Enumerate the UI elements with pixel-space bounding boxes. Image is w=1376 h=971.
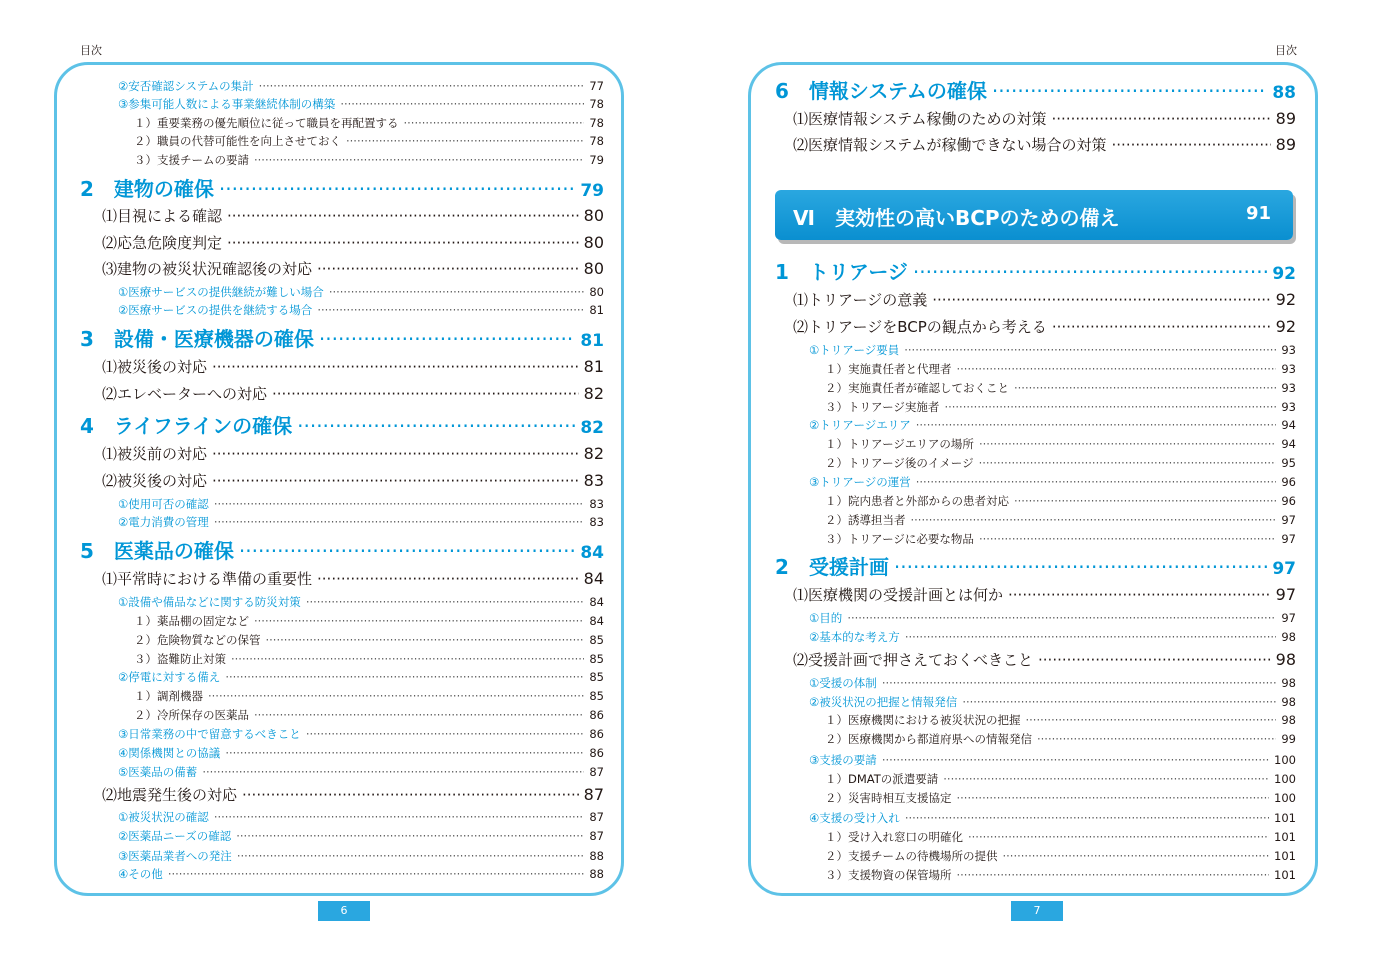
toc-entry-page: 78 (589, 133, 604, 148)
toc-entry-page: 81 (580, 331, 604, 351)
toc-entry-page: 86 (589, 726, 604, 741)
toc-entry-page: 100 (1274, 790, 1296, 805)
toc-entry[interactable] (793, 134, 1296, 154)
toc-leader-dots (239, 539, 575, 563)
toc-leader-dots (208, 689, 584, 703)
toc-leader-dots (317, 303, 584, 317)
toc-entry-title: ④関係機関との協議 (118, 745, 221, 760)
toc-entry[interactable] (809, 810, 1296, 825)
toc-entry-title: ①受援の体制 (809, 675, 877, 690)
toc-entry[interactable] (825, 771, 1296, 786)
toc-entry[interactable] (102, 258, 604, 278)
toc-entry[interactable] (825, 790, 1296, 805)
toc-entry-page: 101 (1274, 867, 1296, 882)
page-number-left: 6 (318, 901, 370, 921)
toc-entry-page: 77 (589, 78, 604, 93)
toc-entry-title: ⑴医療情報システム稼働のための対策 (793, 110, 1047, 128)
toc-entry[interactable] (825, 848, 1296, 863)
toc-entry-page: 86 (589, 707, 604, 722)
toc-entry[interactable] (118, 809, 604, 824)
toc-leader-dots (944, 400, 1276, 414)
toc-entry-title: 3 設備・医療機器の確保 (80, 327, 314, 351)
toc-entry-page: 96 (1281, 493, 1296, 508)
toc-entry[interactable] (134, 651, 604, 666)
toc-entry-page: 97 (1281, 610, 1296, 625)
toc-entry-title: ②被災状況の把握と情報発信 (809, 694, 958, 709)
toc-leader-dots (212, 358, 579, 376)
toc-entry-title: ⑵トリアージをBCPの観点から考える (793, 318, 1047, 336)
toc-entry[interactable] (775, 75, 1296, 101)
toc-entry-page: 93 (1281, 380, 1296, 395)
toc-entry[interactable] (134, 613, 604, 628)
page-number-right: 7 (1011, 901, 1063, 921)
toc-entry-page: 84 (589, 613, 604, 628)
toc-entry-title: １）DMATの派遣要請 (825, 771, 939, 786)
toc-entry-title: ③日常業務の中で留意するべきこと (118, 726, 301, 741)
toc-leader-dots (214, 810, 585, 824)
toc-entry-page: 79 (580, 181, 604, 201)
toc-leader-dots (1037, 732, 1276, 746)
toc-entry[interactable] (809, 675, 1296, 690)
toc-leader-dots (297, 414, 575, 438)
toc-leader-dots (943, 772, 1269, 786)
toc-leader-dots (306, 727, 585, 741)
chapter-title: Ⅵ 実効性の高いBCPのための備え (793, 206, 1120, 230)
toc-entry[interactable] (134, 707, 604, 722)
toc-entry-page: 97 (1272, 559, 1296, 579)
toc-entry[interactable] (825, 455, 1296, 470)
toc-leader-dots (254, 153, 584, 167)
toc-entry-title: ④支援の受け入れ (809, 810, 900, 825)
toc-entry-page: 99 (1281, 731, 1296, 746)
toc-entry-title: １）医療機関における被災状況の把握 (825, 712, 1021, 727)
toc-leader-dots (979, 437, 1276, 451)
toc-entry[interactable] (775, 551, 1296, 577)
toc-entry-page: 97 (1281, 531, 1296, 546)
toc-entry-title: ⑵医療情報システムが稼働できない場合の対策 (793, 136, 1107, 154)
toc-entry-title: ⑴医療機関の受援計画とは何か (793, 586, 1004, 604)
toc-leader-dots (266, 633, 585, 647)
toc-entry-page: 93 (1281, 342, 1296, 357)
toc-entry[interactable] (102, 232, 604, 252)
toc-entry[interactable] (825, 731, 1296, 746)
toc-entry[interactable] (118, 514, 604, 529)
toc-entry[interactable] (793, 289, 1296, 309)
toc-entry-page: 84 (580, 543, 604, 563)
toc-entry[interactable] (80, 173, 604, 199)
toc-entry[interactable] (118, 496, 604, 511)
toc-entry-title: １）重要業務の優先順位に従って職員を再配置する (134, 115, 399, 130)
toc-entry[interactable] (134, 152, 604, 167)
toc-entry[interactable] (118, 594, 604, 609)
toc-entry-title: １）受け入れ窓口の明確化 (825, 829, 963, 844)
toc-leader-dots (168, 867, 585, 881)
toc-entry-page: 87 (589, 828, 604, 843)
toc-entry-title: ２）トリアージ後のイメージ (825, 455, 974, 470)
toc-entry-title: ②トリアージエリア (809, 417, 911, 432)
toc-entry-page: 88 (1272, 83, 1296, 103)
toc-entry-title: 2 建物の確保 (80, 177, 214, 201)
toc-entry[interactable] (809, 694, 1296, 709)
toc-entry-title: ２）医療機関から都道府県への情報発信 (825, 731, 1032, 746)
toc-entry-title: ①被災状況の確認 (118, 809, 209, 824)
toc-entry[interactable] (102, 383, 604, 403)
toc-leader-dots (1052, 110, 1271, 128)
toc-entry[interactable] (793, 649, 1296, 669)
toc-entry-page: 93 (1281, 361, 1296, 376)
chapter-banner[interactable] (775, 190, 1293, 240)
toc-entry-title: ①設備や備品などに関する防災対策 (118, 594, 301, 609)
toc-entry-title: ⑴被災前の対応 (102, 445, 208, 463)
toc-entry-page: 101 (1274, 848, 1296, 863)
toc-entry-title: 1 トリアージ (775, 260, 908, 284)
toc-leader-dots (219, 177, 575, 201)
toc-entry[interactable] (102, 470, 604, 490)
toc-entry-title: ３）トリアージに必要な物品 (825, 531, 974, 546)
toc-entry[interactable] (118, 745, 604, 760)
toc-entry-title: ⑤医薬品の備蓄 (118, 764, 198, 779)
toc-entry-title: ２）災害時相互支援協定 (825, 790, 952, 805)
toc-entry-title: ①使用可否の確認 (118, 496, 209, 511)
toc-entry-title: １）調剤機器 (134, 688, 203, 703)
toc-leader-dots (202, 765, 584, 779)
toc-leader-dots (1003, 849, 1270, 863)
toc-entry[interactable] (118, 828, 604, 843)
toc-entry-page: 97 (1281, 512, 1296, 527)
toc-leader-dots (1052, 318, 1271, 336)
toc-entry[interactable] (102, 784, 604, 804)
toc-leader-dots (231, 652, 584, 666)
toc-leader-dots (1026, 713, 1277, 727)
toc-entry-page: 83 (589, 496, 604, 511)
toc-entry-title: ２）冷所保存の医薬品 (134, 707, 249, 722)
toc-entry[interactable] (775, 256, 1296, 282)
toc-leader-dots (916, 418, 1277, 432)
toc-leader-dots (1112, 136, 1271, 154)
toc-entry[interactable] (118, 284, 604, 299)
toc-leader-dots (957, 362, 1277, 376)
toc-entry-page: 80 (583, 233, 604, 252)
toc-entry[interactable] (825, 399, 1296, 414)
toc-entry-page: 85 (589, 669, 604, 684)
toc-entry-page: 88 (589, 848, 604, 863)
toc-entry[interactable] (134, 133, 604, 148)
toc-entry[interactable] (118, 78, 604, 93)
toc-entry-title: ３）支援チームの要請 (134, 152, 249, 167)
toc-leader-dots (319, 327, 575, 351)
toc-entry-page: 84 (583, 569, 604, 588)
toc-leader-dots (237, 849, 585, 863)
toc-leader-dots (911, 513, 1277, 527)
toc-entry-title: ⑶建物の被災状況確認後の対応 (102, 260, 313, 278)
toc-entry-title: ⑵応急危険度判定 (102, 234, 223, 252)
toc-entry-page: 84 (589, 594, 604, 609)
toc-leader-dots (905, 630, 1277, 644)
toc-leader-dots (894, 555, 1267, 579)
toc-entry[interactable] (102, 443, 604, 463)
toc-entry-title: ③医薬品業者への発注 (118, 848, 232, 863)
toc-leader-dots (404, 116, 585, 130)
toc-leader-dots (882, 753, 1269, 767)
toc-entry-page: 92 (1275, 317, 1296, 336)
toc-entry-page: 95 (1281, 455, 1296, 470)
toc-entry[interactable] (118, 764, 604, 779)
toc-entry[interactable] (118, 96, 604, 111)
toc-entry-title: ⑵受援計画で押さえておくべきこと (793, 651, 1034, 669)
toc-entry[interactable] (134, 632, 604, 647)
toc-entry-title: ⑴被災後の対応 (102, 358, 208, 376)
running-header-right: 目次 (1275, 44, 1297, 57)
toc-entry[interactable] (809, 474, 1296, 489)
toc-leader-dots (242, 786, 579, 804)
toc-entry-page: 80 (583, 259, 604, 278)
toc-entry-page: 87 (589, 809, 604, 824)
toc-entry[interactable] (80, 410, 604, 436)
toc-leader-dots (340, 97, 584, 111)
toc-entry-page: 80 (583, 206, 604, 225)
toc-entry-page: 82 (583, 384, 604, 403)
toc-leader-dots (227, 234, 579, 252)
toc-entry-title: ②医薬品ニーズの確認 (118, 828, 232, 843)
toc-entry-title: ①目的 (809, 610, 843, 625)
toc-entry-title: １）実施責任者と代理者 (825, 361, 952, 376)
toc-entry[interactable] (793, 108, 1296, 128)
toc-leader-dots (968, 830, 1269, 844)
toc-entry-title: １）トリアージエリアの場所 (825, 436, 974, 451)
toc-entry-page: 81 (583, 357, 604, 376)
toc-entry-page: 101 (1274, 810, 1296, 825)
toc-entry-title: ⑵エレベーターへの対応 (102, 385, 268, 403)
toc-entry-page: 100 (1274, 752, 1296, 767)
toc-entry-page: 101 (1274, 829, 1296, 844)
toc-entry-title: ３）トリアージ実施者 (825, 399, 940, 414)
toc-leader-dots (214, 515, 585, 529)
toc-leader-dots (905, 811, 1269, 825)
toc-entry-title: ２）職員の代替可能性を向上させておく (134, 133, 341, 148)
toc-leader-dots (212, 472, 579, 490)
toc-entry-title: ⑴目視による確認 (102, 207, 223, 225)
toc-entry[interactable] (118, 848, 604, 863)
toc-leader-dots (847, 611, 1276, 625)
toc-entry[interactable] (118, 302, 604, 317)
toc-entry-title: ３）盗難防止対策 (134, 651, 226, 666)
toc-entry[interactable] (118, 669, 604, 684)
toc-entry[interactable] (80, 535, 604, 561)
toc-entry[interactable] (809, 417, 1296, 432)
toc-entry[interactable] (825, 512, 1296, 527)
toc-entry[interactable] (793, 316, 1296, 336)
toc-leader-dots (329, 285, 585, 299)
toc-entry-title: 6 情報システムの確保 (775, 79, 987, 103)
toc-entry-page: 85 (589, 688, 604, 703)
toc-leader-dots (913, 260, 1267, 284)
toc-entry-page: 85 (589, 632, 604, 647)
toc-entry-page: 79 (589, 152, 604, 167)
toc-entry-title: ⑵被災後の対応 (102, 472, 208, 490)
toc-entry[interactable] (118, 726, 604, 741)
toc-leader-dots (254, 614, 584, 628)
toc-entry[interactable] (793, 584, 1296, 604)
toc-leader-dots (957, 868, 1270, 882)
toc-entry-page: 98 (1281, 694, 1296, 709)
toc-entry-title: ②基本的な考え方 (809, 629, 900, 644)
toc-entry-page: 86 (589, 745, 604, 760)
toc-leader-dots (979, 456, 1277, 470)
toc-entry[interactable] (134, 688, 604, 703)
toc-entry-title: 4 ライフラインの確保 (80, 414, 293, 438)
toc-entry-page: 82 (580, 418, 604, 438)
toc-entry-page: 88 (589, 866, 604, 881)
toc-entry-title: ④その他 (118, 866, 163, 881)
toc-entry[interactable] (825, 380, 1296, 395)
toc-leader-dots (992, 79, 1267, 103)
toc-entry-page: 89 (1275, 109, 1296, 128)
toc-leader-dots (882, 676, 1277, 690)
toc-entry[interactable] (102, 205, 604, 225)
toc-entry-title: ①トリアージ要員 (809, 342, 900, 357)
toc-entry-page: 98 (1281, 712, 1296, 727)
toc-leader-dots (236, 829, 584, 843)
toc-entry-title: 5 医薬品の確保 (80, 539, 234, 563)
toc-leader-dots (932, 291, 1270, 309)
toc-leader-dots (1014, 381, 1276, 395)
toc-entry-title: ２）実施責任者が確認しておくこと (825, 380, 1009, 395)
toc-leader-dots (227, 207, 579, 225)
toc-entry[interactable] (825, 531, 1296, 546)
chapter-page-number: 91 (1245, 203, 1271, 224)
toc-entry-title: ２）危険物質などの保管 (134, 632, 261, 647)
toc-entry-page: 87 (589, 764, 604, 779)
toc-entry[interactable] (809, 752, 1296, 767)
toc-entry-page: 98 (1281, 629, 1296, 644)
toc-entry[interactable] (809, 629, 1296, 644)
toc-entry-page: 83 (583, 471, 604, 490)
toc-entry-page: 92 (1272, 264, 1296, 284)
toc-leader-dots (272, 385, 579, 403)
toc-entry-page: 81 (589, 302, 604, 317)
toc-entry[interactable] (825, 712, 1296, 727)
toc-entry-title: ⑴トリアージの意義 (793, 291, 928, 309)
toc-entry[interactable] (809, 610, 1296, 625)
toc-entry-page: 100 (1274, 771, 1296, 786)
toc-entry-page: 85 (589, 651, 604, 666)
toc-entry-page: 92 (1275, 290, 1296, 309)
toc-leader-dots (317, 260, 579, 278)
toc-leader-dots (1038, 651, 1271, 669)
toc-leader-dots (979, 532, 1276, 546)
toc-entry-title: 2 受援計画 (775, 555, 889, 579)
toc-entry-title: ③参集可能人数による事業継続体制の構築 (118, 96, 336, 111)
toc-entry[interactable] (134, 115, 604, 130)
toc-leader-dots (214, 497, 585, 511)
toc-leader-dots (225, 746, 584, 760)
toc-entry-page: 97 (1275, 585, 1296, 604)
toc-entry-title: ２）支援チームの待機場所の提供 (825, 848, 998, 863)
toc-entry-page: 83 (589, 514, 604, 529)
toc-leader-dots (916, 475, 1277, 489)
toc-entry-title: １）薬品棚の固定など (134, 613, 249, 628)
toc-entry-title: ①医療サービスの提供継続が難しい場合 (118, 284, 324, 299)
toc-entry[interactable] (825, 493, 1296, 508)
toc-entry-title: ③トリアージの運営 (809, 474, 911, 489)
toc-entry-title: ２）誘導担当者 (825, 512, 906, 527)
toc-entry[interactable] (80, 323, 604, 349)
toc-leader-dots (254, 708, 584, 722)
toc-entry-title: ⑵地震発生後の対応 (102, 786, 238, 804)
toc-entry[interactable] (102, 356, 604, 376)
toc-entry-page: 78 (589, 96, 604, 111)
toc-entry-page: 93 (1281, 399, 1296, 414)
toc-entry[interactable] (825, 361, 1296, 376)
toc-entry-page: 94 (1281, 417, 1296, 432)
toc-leader-dots (225, 670, 584, 684)
toc-leader-dots (957, 791, 1270, 805)
toc-leader-dots (259, 79, 585, 93)
toc-leader-dots (904, 343, 1276, 357)
toc-entry-page: 98 (1275, 650, 1296, 669)
toc-entry-page: 78 (589, 115, 604, 130)
toc-leader-dots (1014, 494, 1276, 508)
toc-entry-page: 87 (583, 785, 604, 804)
toc-entry-title: ②電力消費の管理 (118, 514, 209, 529)
toc-entry[interactable] (118, 866, 604, 881)
toc-entry[interactable] (825, 436, 1296, 451)
toc-leader-dots (317, 570, 579, 588)
toc-leader-dots (1008, 586, 1271, 604)
toc-leader-dots (962, 695, 1276, 709)
toc-entry-title: ②安否確認システムの集計 (118, 78, 254, 93)
toc-entry-title: ③支援の要請 (809, 752, 877, 767)
toc-entry-page: 89 (1275, 135, 1296, 154)
toc-leader-dots (346, 134, 584, 148)
toc-entry-title: ②医療サービスの提供を継続する場合 (118, 302, 313, 317)
toc-leader-dots (306, 595, 585, 609)
toc-entry[interactable] (825, 867, 1296, 882)
toc-entry-page: 94 (1281, 436, 1296, 451)
toc-entry-page: 82 (583, 444, 604, 463)
toc-entry[interactable] (825, 829, 1296, 844)
toc-entry-page: 80 (589, 284, 604, 299)
toc-entry-title: ②停電に対する備え (118, 669, 221, 684)
toc-entry[interactable] (809, 342, 1296, 357)
toc-entry-title: １）院内患者と外部からの患者対応 (825, 493, 1009, 508)
toc-entry-page: 96 (1281, 474, 1296, 489)
toc-entry[interactable] (102, 568, 604, 588)
toc-entry-title: ３）支援物資の保管場所 (825, 867, 952, 882)
toc-entry-page: 98 (1281, 675, 1296, 690)
toc-leader-dots (212, 445, 579, 463)
toc-entry-title: ⑴平常時における準備の重要性 (102, 570, 313, 588)
running-header-left: 目次 (80, 44, 102, 57)
